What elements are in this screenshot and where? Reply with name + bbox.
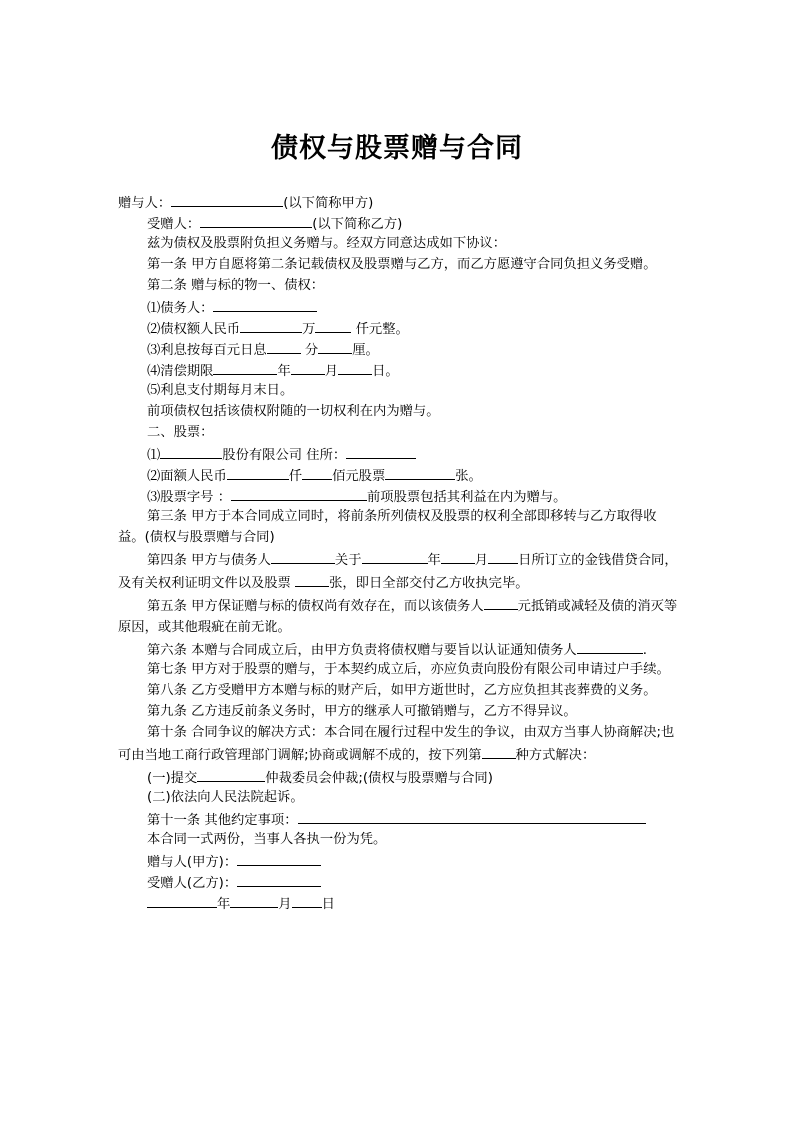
donee-blank[interactable] bbox=[200, 212, 312, 228]
document-title: 债权与股票赠与合同 bbox=[271, 133, 523, 164]
unit-day: 日。 bbox=[372, 364, 399, 379]
arbitration-line bbox=[118, 766, 678, 787]
article-5-a: 第五条 甲方保证赠与标的债权尚有效存在，而以该债务人 bbox=[147, 599, 484, 614]
repayment-line bbox=[118, 359, 678, 380]
interest-payment-line: ⑸利息支付期每月末日。 bbox=[147, 383, 294, 398]
donor-line bbox=[118, 191, 678, 212]
repay-year-blank[interactable] bbox=[213, 359, 277, 375]
sign-month-blank[interactable] bbox=[230, 892, 278, 908]
donee-alias: (以下简称乙方) bbox=[312, 217, 403, 232]
article-11 bbox=[118, 808, 678, 829]
company-label: ⑴ bbox=[147, 448, 161, 463]
claim-amount-label: ⑵债权额人民币 bbox=[147, 322, 241, 337]
unit-fen: 分 bbox=[300, 343, 319, 358]
sign-year-blank[interactable] bbox=[147, 892, 217, 908]
loan-year-blank[interactable] bbox=[362, 548, 428, 564]
company-address-label: 股份有限公司 住所： bbox=[222, 448, 347, 463]
donee-sign-label: 受赠人(乙方)： bbox=[147, 876, 238, 891]
repay-day-blank[interactable] bbox=[338, 359, 372, 375]
preamble: 兹为债权及股票附负担义务赠与。经双方同意达成如下协议： bbox=[147, 236, 507, 251]
stock-sheets-blank[interactable] bbox=[295, 571, 329, 587]
donor-sign-label: 赠与人(甲方)： bbox=[147, 855, 238, 870]
claim-amount-line bbox=[118, 317, 678, 338]
article-6-period: . bbox=[642, 643, 647, 658]
unit-bai: 佰元股票 bbox=[332, 469, 386, 484]
article-5-b: 元抵销或减轻及债的消灭等原因，或其他瑕疵在前无讹。 bbox=[118, 599, 678, 635]
stocks-heading: 二、股票： bbox=[147, 425, 214, 440]
article-11-label: 第十一条 其他约定事项： bbox=[147, 813, 298, 828]
unit-qian-2: 仟 bbox=[288, 469, 303, 484]
article-4-c: 日所订立的金钱借贷合同，及有关权利证明文件以及股票 bbox=[118, 553, 678, 591]
unit-wan: 万 bbox=[302, 322, 316, 337]
claim-wan-blank[interactable] bbox=[240, 317, 302, 333]
repay-month-blank[interactable] bbox=[291, 359, 325, 375]
sign-day-label: 日 bbox=[321, 897, 335, 912]
debtor-name-blank[interactable] bbox=[271, 548, 335, 564]
share-count-blank[interactable] bbox=[385, 464, 455, 480]
article-6-text: 第六条 本赠与合同成立后，由甲方负责将债权赠与要旨以认证通知债务人 bbox=[147, 643, 577, 658]
debtor-line bbox=[118, 296, 678, 317]
dispute-method-blank[interactable] bbox=[482, 743, 516, 759]
stock-number-label: ⑶股票字号 ： bbox=[147, 490, 232, 505]
donee-sign-line bbox=[118, 871, 678, 892]
donor-sign-blank[interactable] bbox=[237, 850, 321, 866]
other-terms-blank[interactable] bbox=[298, 808, 646, 824]
unit-year: 年 bbox=[277, 364, 291, 379]
arbitration-text: 仲裁委员会仲裁;(债权与股票赠与合同) bbox=[265, 771, 493, 786]
repayment-label: ⑷清偿期限 bbox=[147, 364, 214, 379]
donee-sign-blank[interactable] bbox=[237, 871, 321, 887]
arbitration-blank[interactable] bbox=[197, 766, 265, 782]
notify-debtor-blank[interactable] bbox=[577, 638, 643, 654]
article-10-end: 种方式解决： bbox=[515, 748, 596, 763]
face-value-line bbox=[118, 464, 678, 485]
face-bai-blank[interactable] bbox=[302, 464, 332, 480]
article-8: 第八条 乙方受赠甲方本赠与标的财产后，如甲方逝世时，乙方应负担其丧葬费的义务。 bbox=[147, 683, 657, 698]
claim-rights-line: 前项债权包括该债权附随的一切权利在内为赠与。 bbox=[147, 404, 440, 419]
donor-sign-line bbox=[118, 850, 678, 871]
stock-number-blank[interactable] bbox=[231, 485, 367, 501]
interest-li-blank[interactable] bbox=[318, 338, 352, 354]
copies-line: 本合同一式两份，当事人各执一份为凭。 bbox=[147, 832, 387, 847]
address-blank[interactable] bbox=[346, 443, 416, 459]
interest-fen-blank[interactable] bbox=[267, 338, 301, 354]
unit-month: 月 bbox=[324, 364, 339, 379]
debtor-blank[interactable] bbox=[213, 296, 317, 312]
claim-qian-blank[interactable] bbox=[315, 317, 351, 333]
unit-qian: 仟元整。 bbox=[351, 322, 409, 337]
article-2-heading: 第二条 赠与标的物一、债权： bbox=[147, 278, 325, 293]
stock-number-line bbox=[118, 485, 678, 506]
donor-label: 赠与人： bbox=[118, 196, 172, 211]
litigation-line: (二)依法向人民法院起诉。 bbox=[147, 790, 304, 805]
unit-zhang: 张。 bbox=[455, 469, 482, 484]
article-1: 第一条 甲方自愿将第二条记载债权及股票赠与乙方，而乙方愿遵守合同负担义务受赠。 bbox=[147, 257, 657, 272]
arbitration-label: (一)提交 bbox=[147, 771, 198, 786]
debtor-label: ⑴债务人： bbox=[147, 301, 214, 316]
article-5 bbox=[118, 594, 678, 638]
interest-line bbox=[118, 338, 678, 359]
article-4-a: 第四条 甲方与债务人 bbox=[147, 553, 271, 568]
donor-alias: (以下简称甲方) bbox=[283, 196, 374, 211]
date-line bbox=[118, 892, 678, 913]
article-4-d: 张，即日全部交付乙方收执完毕。 bbox=[329, 576, 529, 591]
article-7: 第七条 甲方对于股票的赠与，于本契约成立后，亦应负责向股份有限公司申请过户手续。 bbox=[147, 662, 670, 677]
article-4-month: 月 bbox=[474, 553, 489, 568]
sign-day-blank[interactable] bbox=[292, 892, 322, 908]
company-line bbox=[118, 443, 678, 464]
sign-year-label: 年 bbox=[217, 897, 231, 912]
donee-line bbox=[118, 212, 678, 233]
contract-body bbox=[118, 191, 678, 913]
article-4-year: 年 bbox=[427, 553, 441, 568]
article-10 bbox=[118, 722, 678, 766]
offset-amount-blank[interactable] bbox=[484, 594, 518, 610]
face-qian-blank[interactable] bbox=[227, 464, 289, 480]
face-value-label: ⑵面额人民币 bbox=[147, 469, 227, 484]
unit-li: 厘。 bbox=[352, 343, 379, 358]
company-blank[interactable] bbox=[160, 443, 222, 459]
article-4 bbox=[118, 548, 678, 594]
interest-label: ⑶利息按每百元日息 bbox=[147, 343, 267, 358]
donor-blank[interactable] bbox=[171, 191, 283, 207]
loan-day-blank[interactable] bbox=[488, 548, 518, 564]
stock-rights-text: 前项股票包括其利益在内为赠与。 bbox=[367, 490, 567, 505]
sign-month-label: 月 bbox=[278, 897, 292, 912]
article-9: 第九条 乙方违反前条义务时，甲方的继承人可撤销赠与，乙方不得异议。 bbox=[147, 704, 577, 719]
article-6 bbox=[118, 638, 678, 659]
loan-month-blank[interactable] bbox=[441, 548, 475, 564]
donee-label: 受赠人： bbox=[147, 217, 201, 232]
article-10-text: 第十条 合同争议的解决方式：本合同在履行过程中发生的争议，由双方当事人协商解决;也可由当地工商行政管理部门调解;协商或调解不成的，按下列第 bbox=[118, 725, 675, 763]
article-4-b: 关于 bbox=[334, 553, 362, 568]
article-3: 第三条 甲方于本合同成立同时，将前条所列债权及股票的权利全部即移转与乙方取得收益。(债权与股票赠与合同) bbox=[118, 509, 657, 545]
